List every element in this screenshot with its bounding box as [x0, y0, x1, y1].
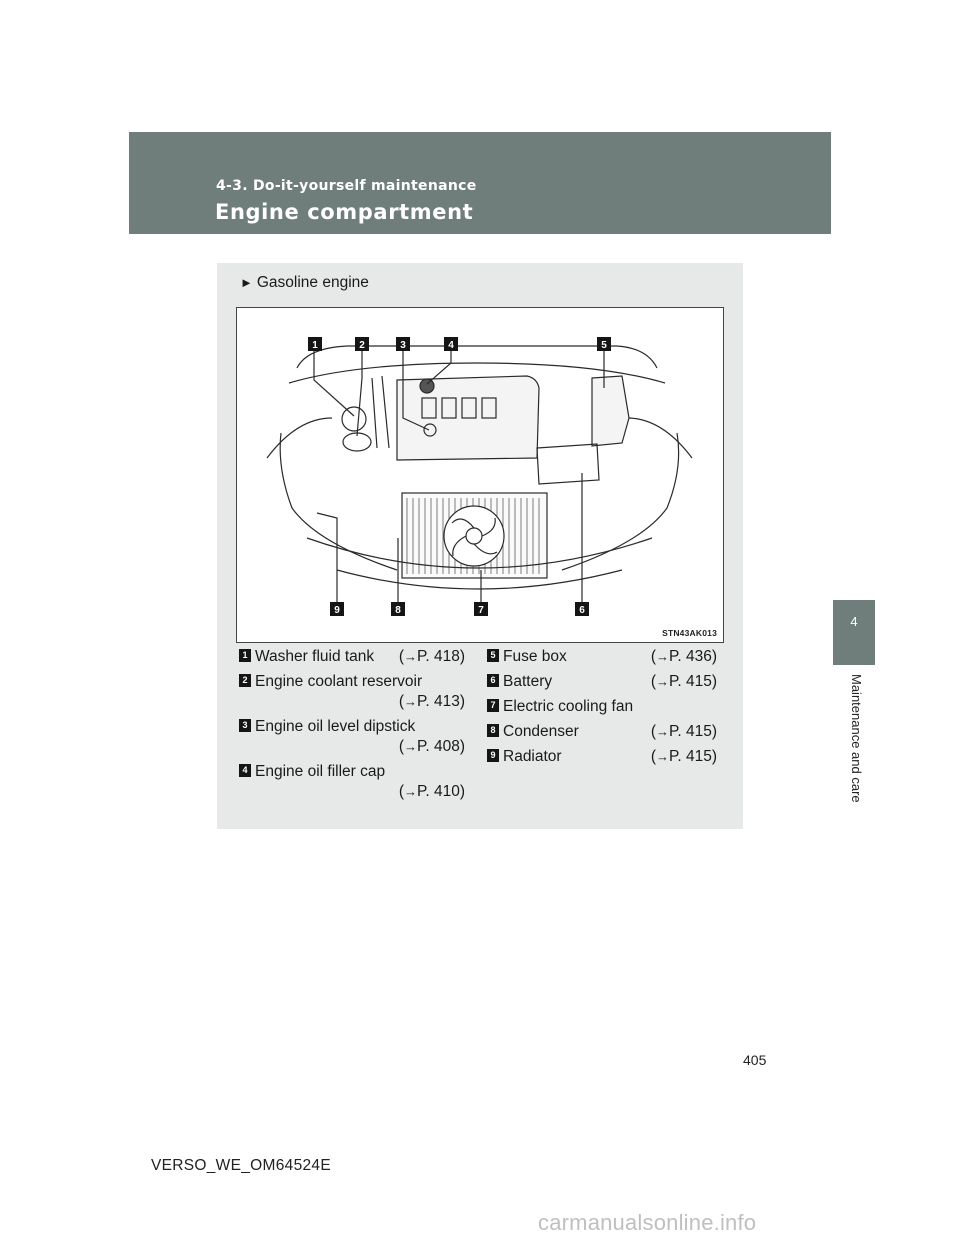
chapter-number: 4	[850, 614, 858, 629]
page-title: Engine compartment	[215, 200, 474, 224]
triangle-bullet-icon: ►	[240, 275, 253, 290]
callout-3: 3	[400, 340, 406, 351]
page-reference[interactable]: (→P. 408)	[398, 738, 465, 755]
legend-item-label: Fuse box	[503, 648, 567, 665]
legend-item-label: Condenser	[503, 723, 579, 740]
legend-number-badge: 3	[239, 719, 251, 732]
callout-1: 1	[312, 340, 318, 351]
page-reference[interactable]: (→P. 415)	[650, 748, 717, 765]
legend-item-3	[239, 717, 465, 757]
legend-number-badge: 2	[239, 674, 251, 687]
variant-label: Gasoline engine	[256, 274, 369, 291]
legend-item-8	[487, 722, 717, 742]
page-reference[interactable]: (→P. 415)	[650, 673, 717, 690]
callout-9: 9	[334, 605, 340, 616]
legend-item-5	[487, 647, 717, 667]
legend-right	[487, 647, 717, 772]
arrow-right-icon: →	[404, 784, 417, 799]
legend-item-label: Engine oil level dipstick	[255, 718, 416, 735]
header-band	[129, 132, 831, 234]
legend-item-label: Electric cooling fan	[503, 698, 634, 715]
chapter-label	[846, 674, 866, 824]
content-panel	[217, 263, 743, 829]
engine-illustration	[237, 308, 723, 642]
page-reference[interactable]: (→P. 415)	[650, 723, 717, 740]
legend-item-2	[239, 672, 465, 712]
legend-item-4	[239, 762, 465, 802]
legend-number-badge: 4	[239, 764, 251, 777]
legend-number-badge: 8	[487, 724, 499, 737]
page-reference[interactable]: (→P. 436)	[650, 648, 717, 665]
variant-heading	[240, 274, 369, 292]
arrow-right-icon: →	[404, 694, 417, 709]
page-number: 405	[743, 1052, 767, 1068]
watermark-url: carmanualsonline.info	[538, 1210, 757, 1235]
legend-item-label: Radiator	[503, 748, 562, 765]
chapter-tab[interactable]	[833, 600, 875, 665]
legend-item-label: Engine oil filler cap	[255, 763, 386, 780]
chapter-label-text: Maintenance and care	[849, 674, 864, 803]
engine-compartment-figure	[236, 307, 724, 643]
legend-number-badge: 1	[239, 649, 251, 662]
legend-item-6	[487, 672, 717, 692]
callout-4: 4	[448, 340, 454, 351]
callout-2: 2	[359, 340, 365, 351]
legend-number-badge: 6	[487, 674, 499, 687]
section-label: 4-3. Do-it-yourself maintenance	[216, 178, 477, 194]
arrow-right-icon: →	[404, 739, 417, 754]
page-reference[interactable]: (→P. 413)	[398, 693, 465, 710]
arrow-right-icon: →	[656, 649, 669, 664]
callout-5: 5	[601, 340, 607, 351]
arrow-right-icon: →	[656, 724, 669, 739]
legend-item-label: Battery	[503, 673, 553, 690]
figure-code: STN43AK013	[662, 628, 717, 638]
legend-item-1	[239, 647, 465, 667]
legend-item-label: Washer fluid tank	[255, 648, 375, 665]
page-reference[interactable]: (→P. 418)	[398, 648, 465, 665]
callout-7: 7	[478, 605, 484, 616]
callout-8: 8	[395, 605, 401, 616]
legend-number-badge: 7	[487, 699, 499, 712]
arrow-right-icon: →	[404, 649, 417, 664]
document-id: VERSO_WE_OM64524E	[151, 1157, 331, 1174]
callout-6: 6	[579, 605, 585, 616]
arrow-right-icon: →	[656, 674, 669, 689]
legend-number-badge: 5	[487, 649, 499, 662]
legend-item-9	[487, 747, 717, 767]
legend-number-badge: 9	[487, 749, 499, 762]
legend-item-label: Engine coolant reservoir	[255, 673, 423, 690]
arrow-right-icon: →	[656, 749, 669, 764]
legend-left	[239, 647, 465, 807]
page-reference[interactable]: (→P. 410)	[398, 783, 465, 800]
legend-item-7	[487, 697, 717, 717]
